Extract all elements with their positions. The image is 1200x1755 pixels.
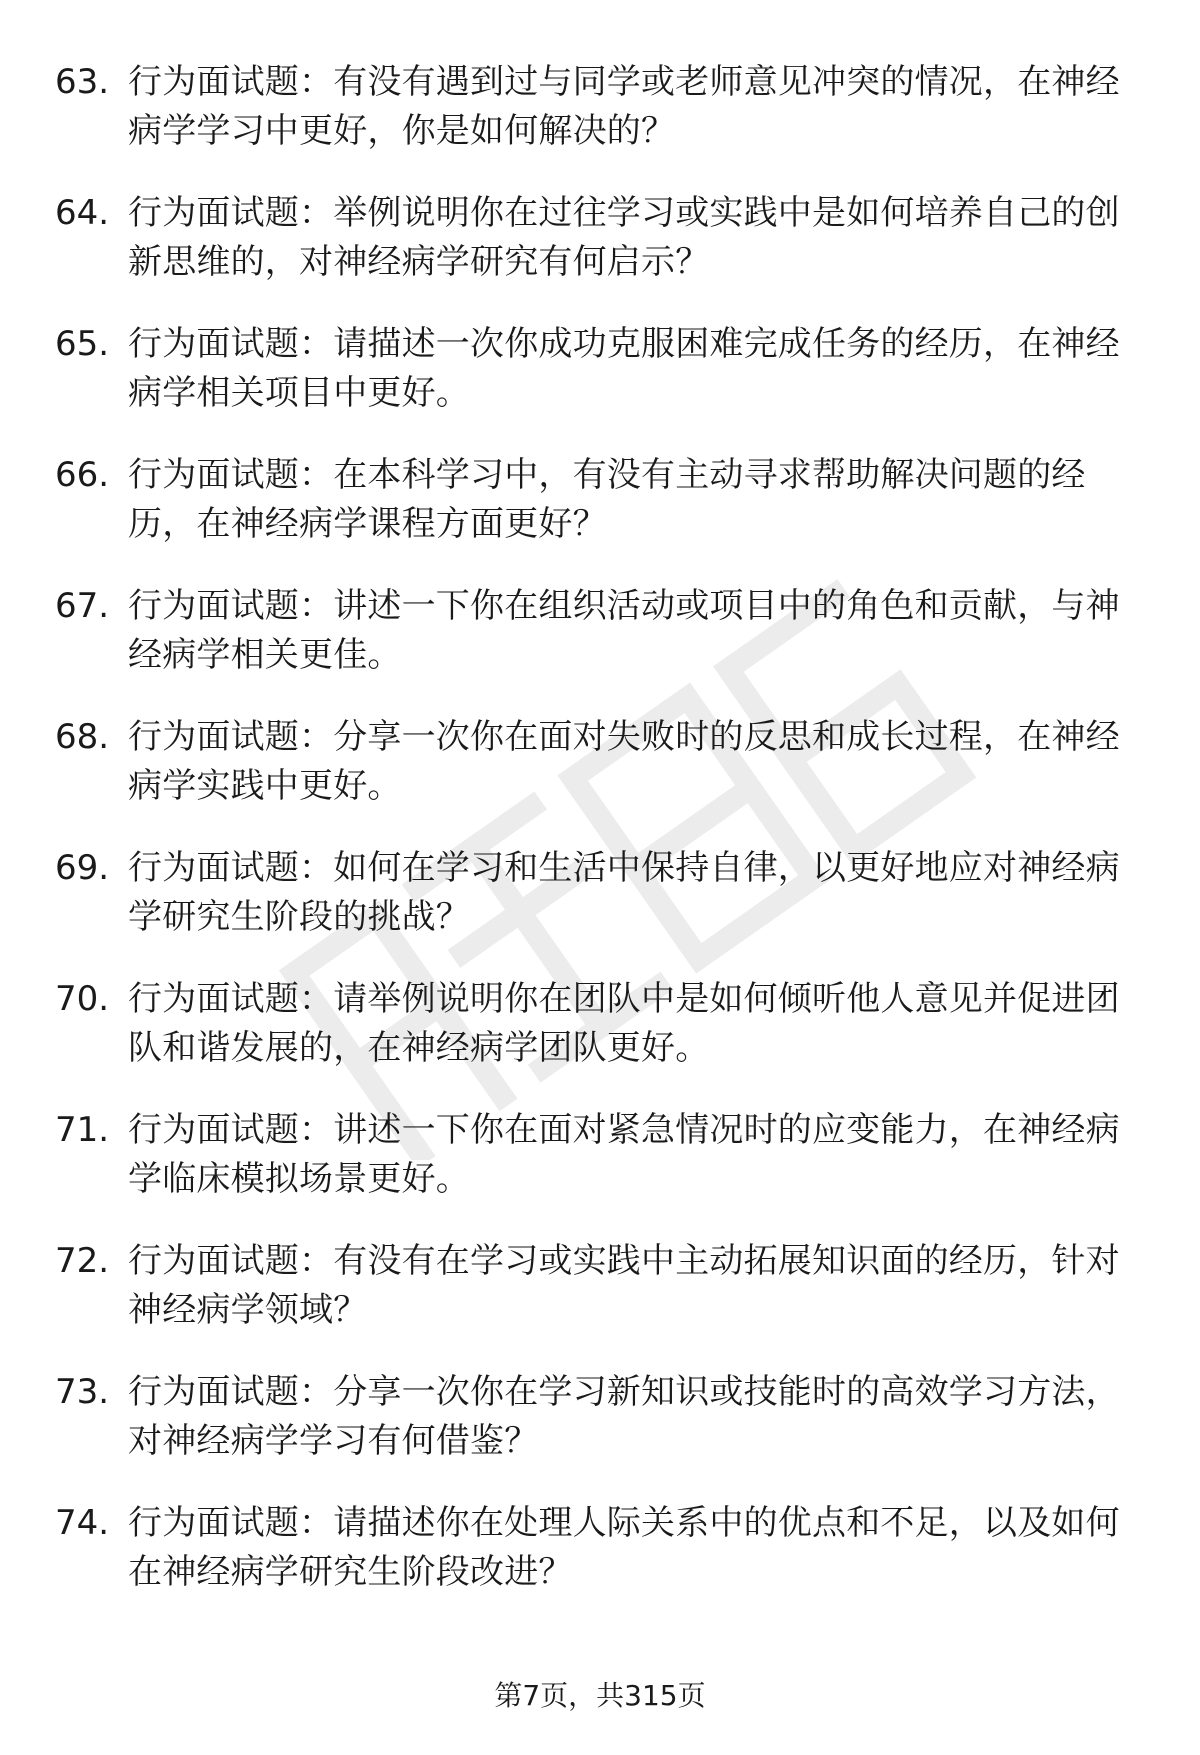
question-text: 行为面试题：请举例说明你在团队中是如何倾听他人意见并促进团队和谐发展的，在神经病学团队更好。	[128, 979, 1120, 1068]
question-text: 行为面试题：有没有在学习或实践中主动拓展知识面的经历，针对神经病学领域？	[128, 1241, 1120, 1330]
question-number: 68.	[55, 717, 110, 757]
list-item	[0, 975, 1200, 1106]
list-item	[0, 451, 1200, 582]
list-item	[0, 1368, 1200, 1499]
question-number: 64.	[55, 193, 110, 233]
list-item	[0, 58, 1200, 189]
question-text: 行为面试题：请描述一次你成功克服困难完成任务的经历，在神经病学相关项目中更好。	[128, 324, 1120, 413]
question-number: 66.	[55, 455, 110, 495]
question-text: 行为面试题：如何在学习和生活中保持自律，以更好地应对神经病学研究生阶段的挑战？	[128, 848, 1120, 937]
question-text: 行为面试题：有没有遇到过与同学或老师意见冲突的情况，在神经病学学习中更好，你是如何解决的？	[128, 62, 1120, 151]
question-text: 行为面试题：请描述你在处理人际关系中的优点和不足，以及如何在神经病学研究生阶段改进？	[128, 1503, 1120, 1592]
question-number: 69.	[55, 848, 110, 888]
question-number: 73.	[55, 1372, 110, 1412]
list-item	[0, 1499, 1200, 1630]
list-item	[0, 582, 1200, 713]
page-footer: 第7页，共315页	[494, 1679, 706, 1712]
question-number: 71.	[55, 1110, 110, 1150]
question-number: 63.	[55, 62, 110, 102]
question-text: 行为面试题：举例说明你在过往学习或实践中是如何培养自己的创新思维的，对神经病学研究有何启示？	[128, 193, 1120, 282]
question-number: 70.	[55, 979, 110, 1019]
list-item	[0, 189, 1200, 320]
question-number: 65.	[55, 324, 110, 364]
question-number: 72.	[55, 1241, 110, 1281]
list-item	[0, 713, 1200, 844]
list-item	[0, 1237, 1200, 1368]
list-item	[0, 1106, 1200, 1237]
question-text: 行为面试题：讲述一下你在组织活动或项目中的角色和贡献，与神经病学相关更佳。	[128, 586, 1120, 675]
list-item	[0, 844, 1200, 975]
question-number: 67.	[55, 586, 110, 626]
list-item	[0, 320, 1200, 451]
question-list	[0, 58, 1200, 1630]
question-number: 74.	[55, 1503, 110, 1543]
question-text: 行为面试题：分享一次你在学习新知识或技能时的高效学习方法，对神经病学学习有何借鉴？	[128, 1372, 1120, 1461]
question-text: 行为面试题：讲述一下你在面对紧急情况时的应变能力，在神经病学临床模拟场景更好。	[128, 1110, 1120, 1199]
question-text: 行为面试题：在本科学习中，有没有主动寻求帮助解决问题的经历，在神经病学课程方面更好？	[128, 455, 1086, 544]
question-text: 行为面试题：分享一次你在面对失败时的反思和成长过程，在神经病学实践中更好。	[128, 717, 1120, 806]
